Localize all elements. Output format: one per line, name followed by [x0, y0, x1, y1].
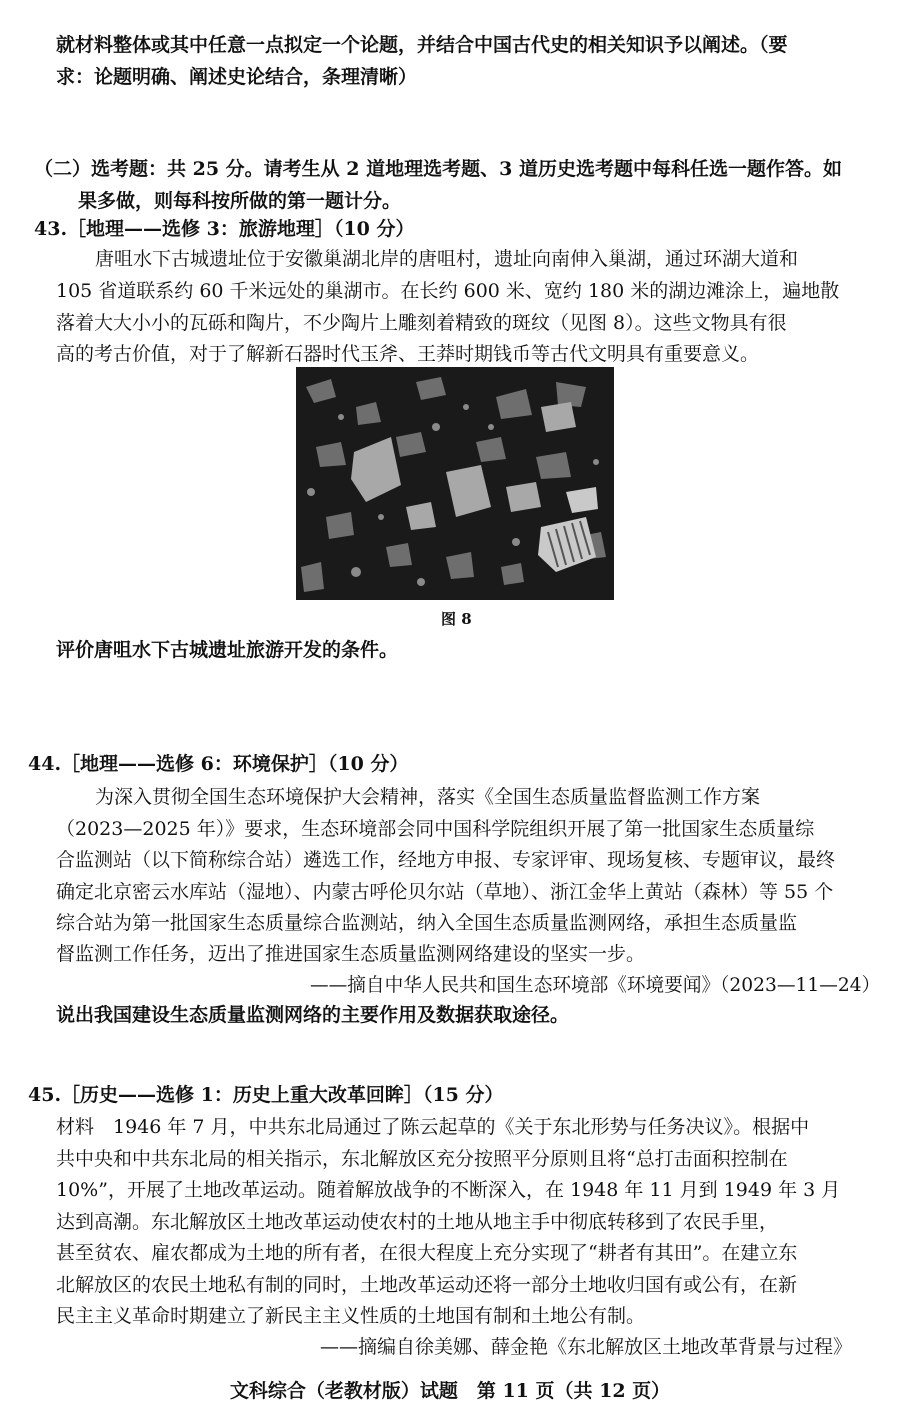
q45-paragraph-line: 达到高潮。东北解放区土地改革运动使农村的土地从地主手中彻底转移到了农民手里， [56, 1211, 779, 1233]
q45-heading: 45.［历史——选修 1：历史上重大改革回眸］（15 分） [28, 1084, 504, 1106]
q44-paragraph-line: 综合站为第一批国家生态质量综合监测站，纳入全国生态质量监测网络，承担生态质量监 [56, 912, 798, 934]
q42-instruction-line: 就材料整体或其中任意一点拟定一个论题，并结合中国古代史的相关知识予以阐述。（要 [56, 34, 788, 56]
q43-paragraph-line: 105 省道联系约 60 千米远处的巢湖市。在长约 600 米、宽约 180 米的湖边滩涂上，遍地散 [56, 280, 840, 302]
figure-caption: 图 8 [441, 610, 472, 628]
q44-paragraph-line: （2023—2025 年）》要求，生态环境部会同中国科学院组织开展了第一批国家生态质量综 [56, 818, 815, 840]
q43-paragraph-line: 唐咀水下古城遗址位于安徽巢湖北岸的唐咀村，遗址向南伸入巢湖，通过环湖大道和 [95, 248, 799, 270]
q45-source: ——摘编自徐美娜、薛金艳《东北解放区土地改革背景与过程》 [320, 1336, 853, 1358]
q45-paragraph-line: 材料 1946 年 7 月，中共东北局通过了陈云起草的《关于东北形势与任务决议》。根据中 [56, 1116, 810, 1138]
q44-paragraph-line: 确定北京密云水库站（湿地）、内蒙古呼伦贝尔站（草地）、浙江金华上黄站（森林）等 55 个 [56, 881, 834, 903]
q44-question: 说出我国建设生态质量监测网络的主要作用及数据获取途径。 [56, 1004, 570, 1026]
q44-heading: 44.［地理——选修 6：环境保护］（10 分） [28, 753, 409, 775]
q43-paragraph-line: 高的考古价值，对于了解新石器时代玉斧、王莽时期钱币等古代文明具有重要意义。 [56, 343, 760, 365]
figure-8-photo [296, 367, 614, 600]
q43-heading: 43.［地理——选修 3：旅游地理］（10 分） [34, 218, 415, 240]
q43-paragraph-line: 落着大大小小的瓦砾和陶片，不少陶片上雕刻着精致的斑纹（见图 8）。这些文物具有很 [56, 312, 787, 334]
q42-instruction-line: 求：论题明确、阐述史论结合，条理清晰） [56, 66, 418, 88]
q45-paragraph-line: 10%”，开展了土地改革运动。随着解放战争的不断深入，在 1948 年 11 月到 1949 年 3 月 [56, 1179, 841, 1201]
q45-paragraph-line: 民主主义革命时期建立了新民主主义性质的土地国有制和土地公有制。 [56, 1305, 646, 1327]
q44-paragraph-line: 督监测工作任务，迈出了推进国家生态质量监测网络建设的坚实一步。 [56, 943, 646, 965]
section-header: （二）选考题：共 25 分。请考生从 2 道地理选考题、3 道历史选考题中每科任选一题作答。如 [34, 158, 842, 180]
q43-question: 评价唐咀水下古城遗址旅游开发的条件。 [56, 639, 399, 661]
page-footer: 文科综合（老教材版）试题 第 11 页（共 12 页） [229, 1380, 671, 1402]
q45-paragraph-line: 北解放区的农民土地私有制的同时，土地改革运动还将一部分土地收归国有或公有，在新 [56, 1274, 798, 1296]
q44-source: ——摘自中华人民共和国生态环境部《环境要闻》（2023—11—24） [310, 974, 881, 996]
pottery-shards-image [296, 367, 614, 600]
q45-paragraph-line: 甚至贫农、雇农都成为土地的所有者，在很大程度上充分实现了“耕者有其田”。在建立东 [56, 1242, 798, 1264]
q45-paragraph-line: 共中央和中共东北局的相关指示，东北解放区充分按照平分原则且将“总打击面积控制在 [56, 1148, 788, 1170]
section-header-cont: 果多做，则每科按所做的第一题计分。 [78, 190, 402, 212]
q44-paragraph-line: 为深入贯彻全国生态环境保护大会精神，落实《全国生态质量监督监测工作方案 [95, 786, 761, 808]
q44-paragraph-line: 合监测站（以下简称综合站）遴选工作，经地方申报、专家评审、现场复核、专题审议，最终 [56, 849, 836, 871]
